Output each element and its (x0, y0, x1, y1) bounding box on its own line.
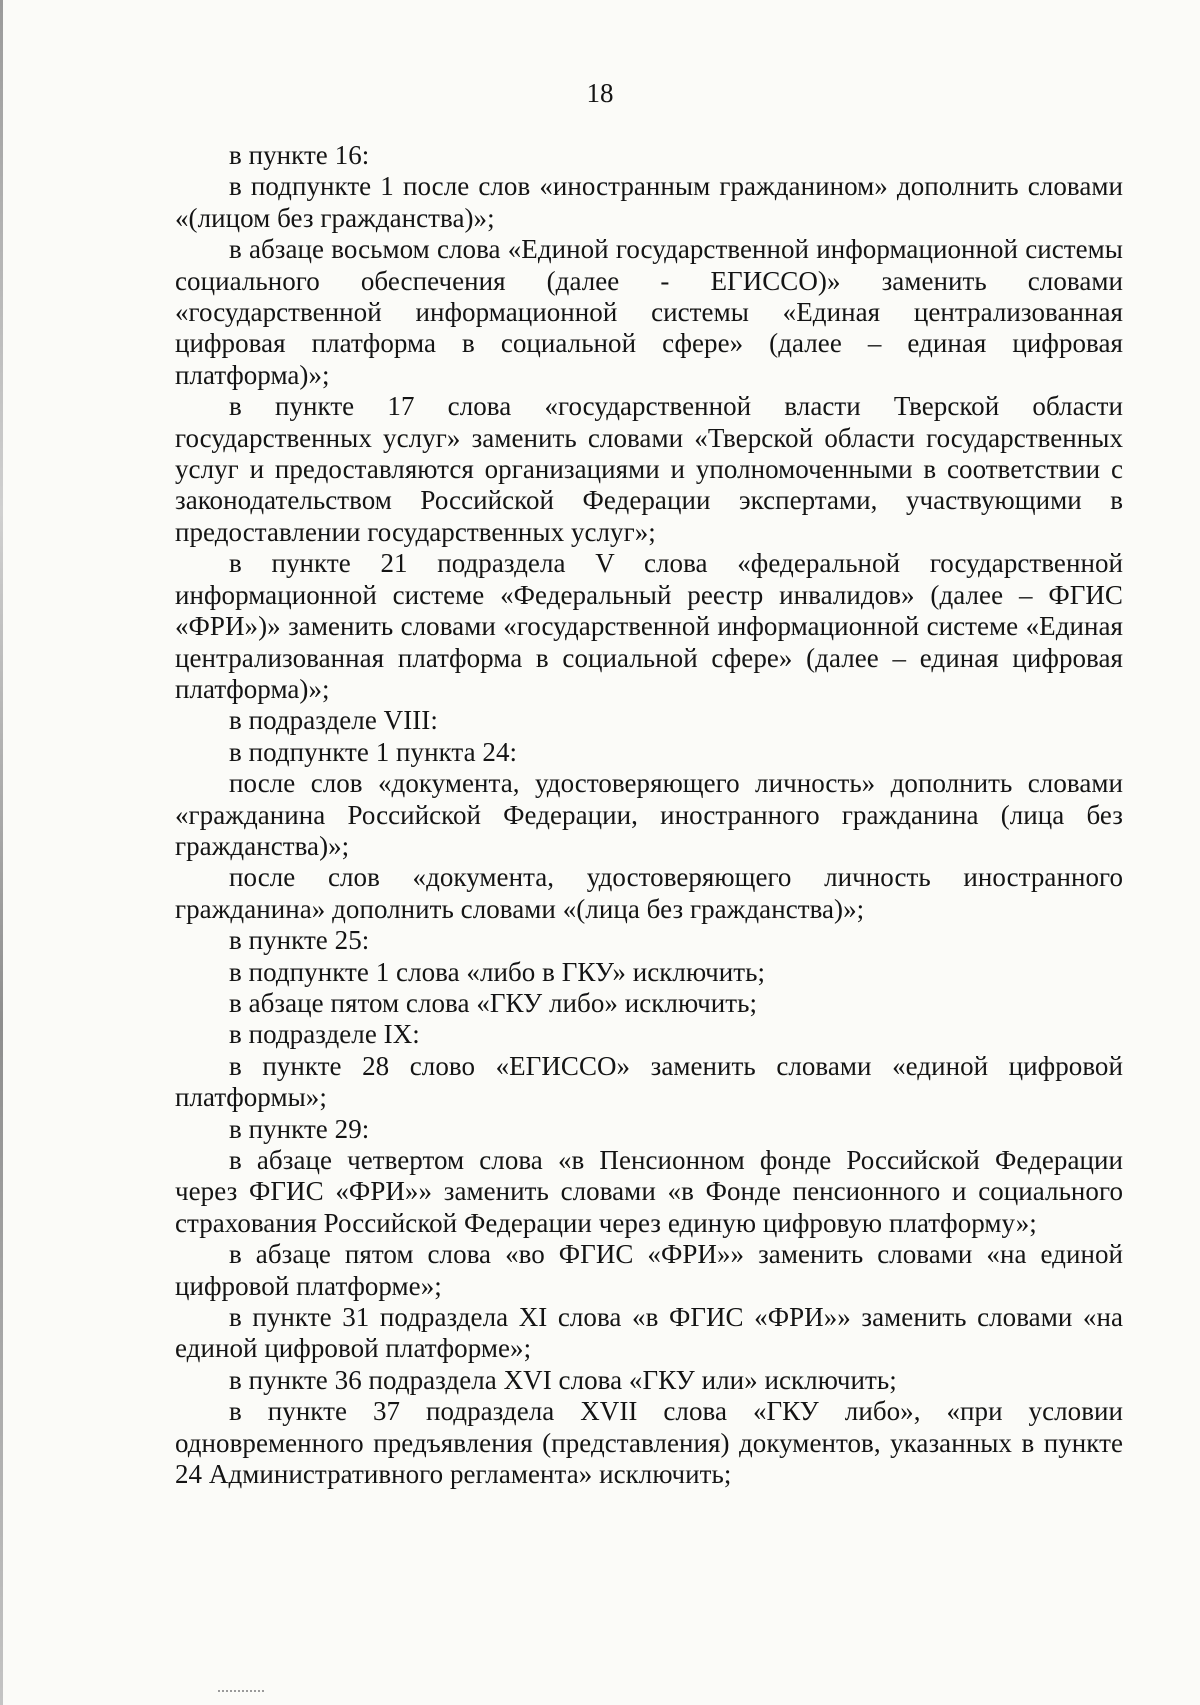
paragraph: в подразделе IX: (229, 1019, 420, 1050)
paragraph: в подразделе VIII: (229, 705, 438, 736)
paragraph: в пункте 17 слова «государственной власти Тверской области государственных услуг» заменить словами «Тверской области государственных услуг и предоставляются организациями и уполномоченными в соответствии с законодательством Российской Федерации экспертами, участвующими в предоставлении государственных услуг»; (175, 391, 1123, 547)
paragraph: в абзаце четвертом слова «в Пенсионном фонде Российской Федерации через ФГИС «ФРИ»» заменить словами «в Фонде пенсионного и социального страхования Российской Федерации через единую цифровую платформу»; (175, 1145, 1123, 1238)
paragraph: в пункте 25: (229, 925, 370, 956)
paragraph: в пункте 31 подраздела XI слова «в ФГИС «ФРИ»» заменить словами «на единой цифровой платформе»; (175, 1302, 1123, 1364)
paragraph: в пункте 37 подраздела XVII слова «ГКУ либо», «при условии одновременного предъявления (представления) документов, указанных в пункте 24 Административного регламента» исключить; (175, 1396, 1123, 1490)
paragraph: после слов «документа, удостоверяющего личность иностранного гражданина» дополнить словами «(лица без гражданства)»; (175, 862, 1123, 924)
paragraph: в абзаце пятом слова «во ФГИС «ФРИ»» заменить словами «на единой цифровой платформе»; (175, 1239, 1123, 1301)
paragraph: в пункте 36 подраздела XVI слова «ГКУ или» исключить; (229, 1364, 897, 1395)
page-number: 18 (586, 78, 614, 108)
document-body (175, 140, 1123, 1490)
paragraph: в абзаце пятом слова «ГКУ либо» исключить; (229, 987, 758, 1018)
scan-edge (0, 0, 3, 1705)
paragraph: в подпункте 1 после слов «иностранным гражданином» дополнить словами «(лицом без гражданства)»; (175, 171, 1123, 233)
paragraph: в подпункте 1 пункта 24: (229, 736, 518, 767)
paragraph: в абзаце восьмом слова «Единой государственной информационной системы социального обеспечения (далее - ЕГИССО)» заменить словами «государственной информационной системы «Единая централизованная цифровая платформа в социальной сфере» (далее – единая цифровая платформа)»; (175, 234, 1123, 390)
paragraph: после слов «документа, удостоверяющего личность» дополнить словами «гражданина Российской Федерации, иностранного гражданина (лица без гражданства)»; (175, 768, 1123, 861)
paragraph: в пункте 21 подраздела V слова «федеральной государственной информационной системе «Федеральный реестр инвалидов» (далее – ФГИС «ФРИ»)» заменить словами «государственной информационной системе «Единая централизованная платформа в социальной сфере» (далее – единая цифровая платформа)»; (175, 548, 1123, 704)
paragraph: в пункте 28 слово «ЕГИССО» заменить словами «единой цифровой платформы»; (175, 1050, 1123, 1113)
scan-artifact (218, 1690, 264, 1696)
paragraph: в пункте 29: (229, 1113, 370, 1144)
paragraph: в пункте 16: (229, 140, 370, 170)
paragraph: в подпункте 1 слова «либо в ГКУ» исключить; (229, 956, 766, 987)
